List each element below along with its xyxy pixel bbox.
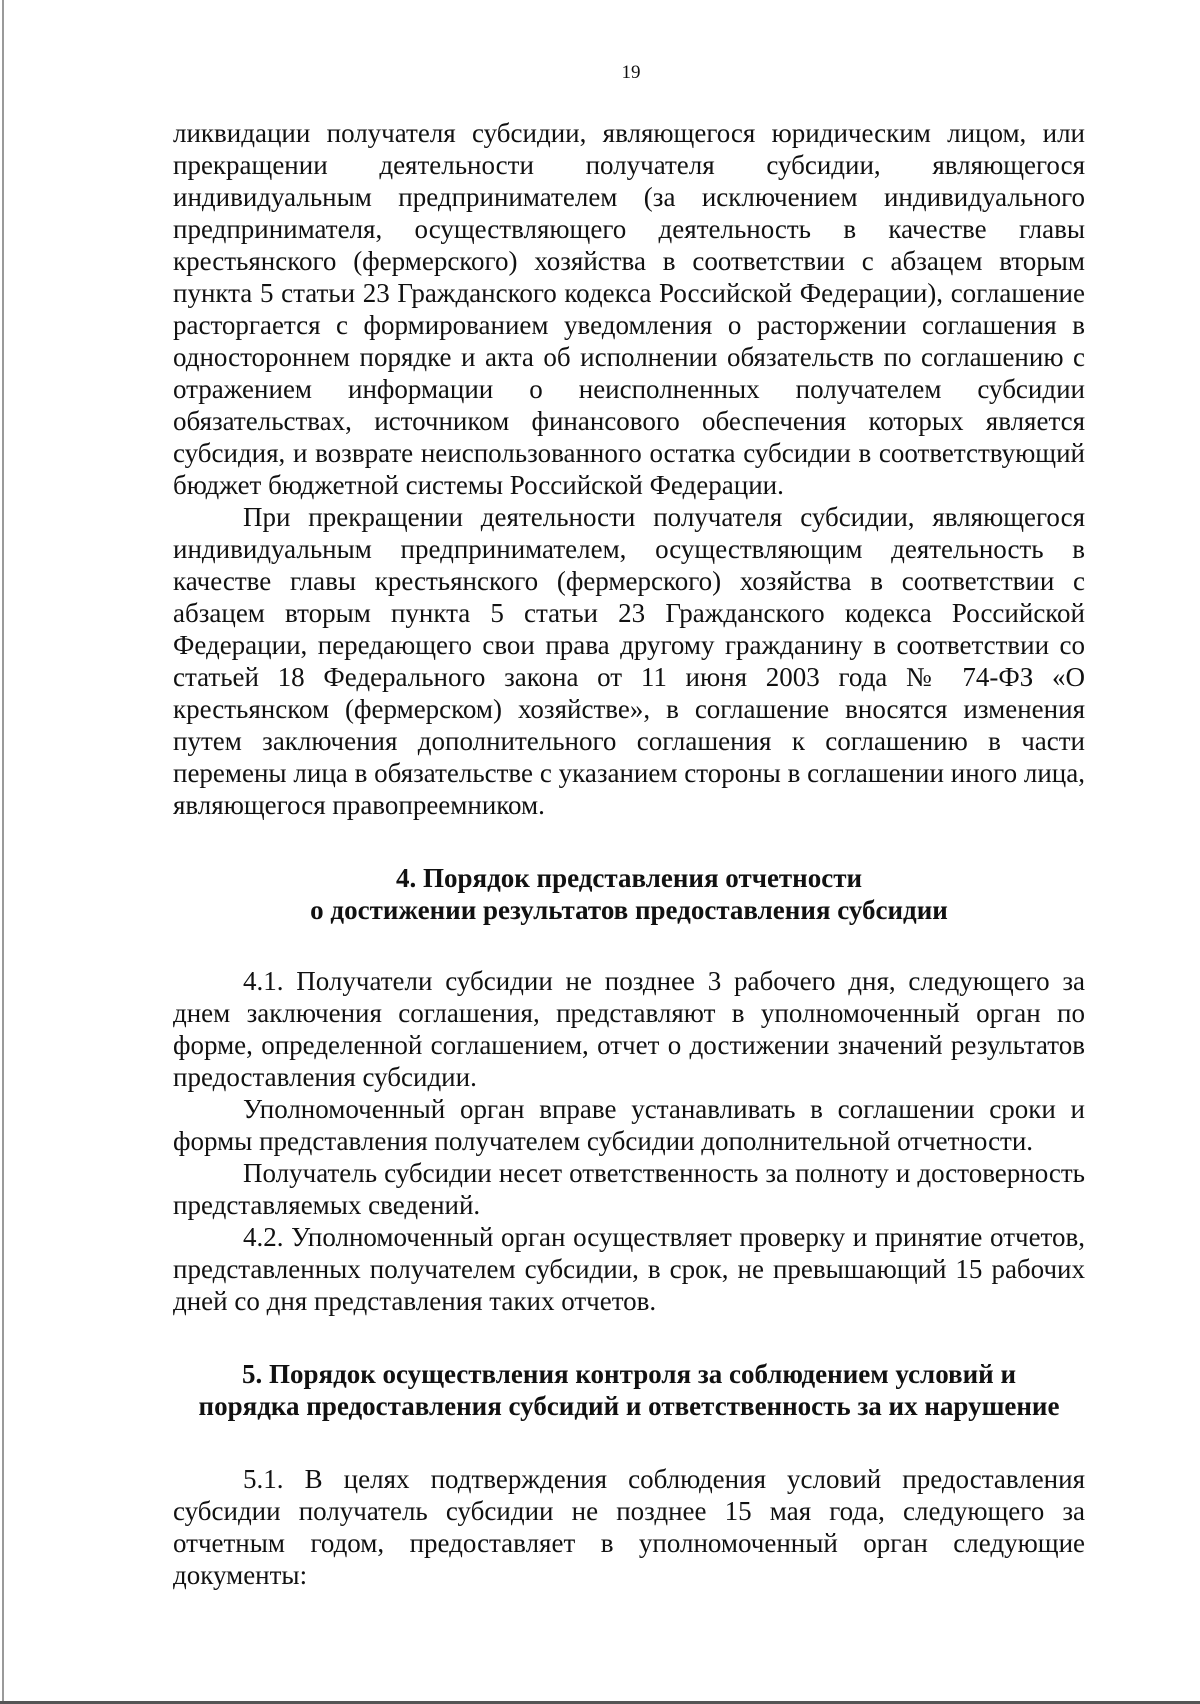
section-5-heading-line-2: порядка предоставления субсидий и ответственность за их нарушение	[198, 1391, 1060, 1421]
scan-left-edge	[2, 0, 4, 1704]
document-body	[173, 117, 1085, 1591]
section-5-heading-line-1: 5. Порядок осуществления контроля за соблюдением условий и	[241, 1359, 1017, 1389]
paragraph-peasant-farm: При прекращении деятельности получателя субсидии, являющегося индивидуальным предпринимателем, осуществляющим деятельность в качестве главы крестьянского (фермерского) хозяйства в соответствии с абзацем вторым пункта 5 статьи 23 Гражданского кодекса Российской Федерации, передающего свои права другому гражданину в соответствии со статьей 18 Федерального закона от 11 июня 2003 года № 74-ФЗ «О крестьянском (фермерском) хозяйстве», в соглашение вносятся изменения путем заключения дополнительного соглашения к соглашению в части перемены лица в обязательстве с указанием стороны в соглашении иного лица, являющегося правопреемником.	[173, 502, 1085, 820]
paragraph-additional-reporting: Уполномоченный орган вправе устанавливать в соглашении сроки и формы представления получателем субсидии дополнительной отчетности.	[173, 1094, 1085, 1156]
paragraph-continuation: ликвидации получателя субсидии, являющегося юридическим лицом, или прекращении деятельности получателя субсидии, являющегося индивидуальным предпринимателем (за исключением индивидуального предпринимателя, осуществляющего деятельность в качестве главы крестьянского (фермерского) хозяйства в соответствии с абзацем вторым пункта 5 статьи 23 Гражданского кодекса Российской Федерации), соглашение расторгается с формированием уведомления о расторжении соглашения в одностороннем порядке и акта об исполнении обязательств по соглашению с отражением информации о неисполненных получателем субсидии обязательствах, источником финансового обеспечения которых является субсидия, и возврате неиспользованного остатка субсидии в соответствующий бюджет бюджетной системы Российской Федерации.	[173, 118, 1085, 500]
paragraph-5-1: 5.1. В целях подтверждения соблюдения условий предоставления субсидии получатель субсидии не позднее 15 мая года, следующего за отчетным годом, предоставляет в уполномоченный орган следующие документы:	[173, 1464, 1085, 1590]
paragraph-4-2: 4.2. Уполномоченный орган осуществляет проверку и принятие отчетов, представленных получателем субсидии, в срок, не превышающий 15 рабочих дней со дня представления таких отчетов.	[173, 1222, 1085, 1316]
section-4-heading	[173, 862, 1085, 926]
paragraph-4-1: 4.1. Получатели субсидии не позднее 3 рабочего дня, следующего за днем заключения соглашения, представляют в уполномоченный орган по форме, определенной соглашением, отчет о достижении значений результатов предоставления субсидии.	[173, 966, 1085, 1092]
section-5-heading	[173, 1358, 1085, 1422]
section-4-heading-line-2: о достижении результатов предоставления субсидии	[310, 895, 948, 925]
section-4-heading-line-1: 4. Порядок представления отчетности	[395, 863, 863, 893]
paragraph-responsibility: Получатель субсидии несет ответственность за полноту и достоверность представляемых сведений.	[173, 1158, 1085, 1220]
page-number: 19	[621, 62, 641, 83]
